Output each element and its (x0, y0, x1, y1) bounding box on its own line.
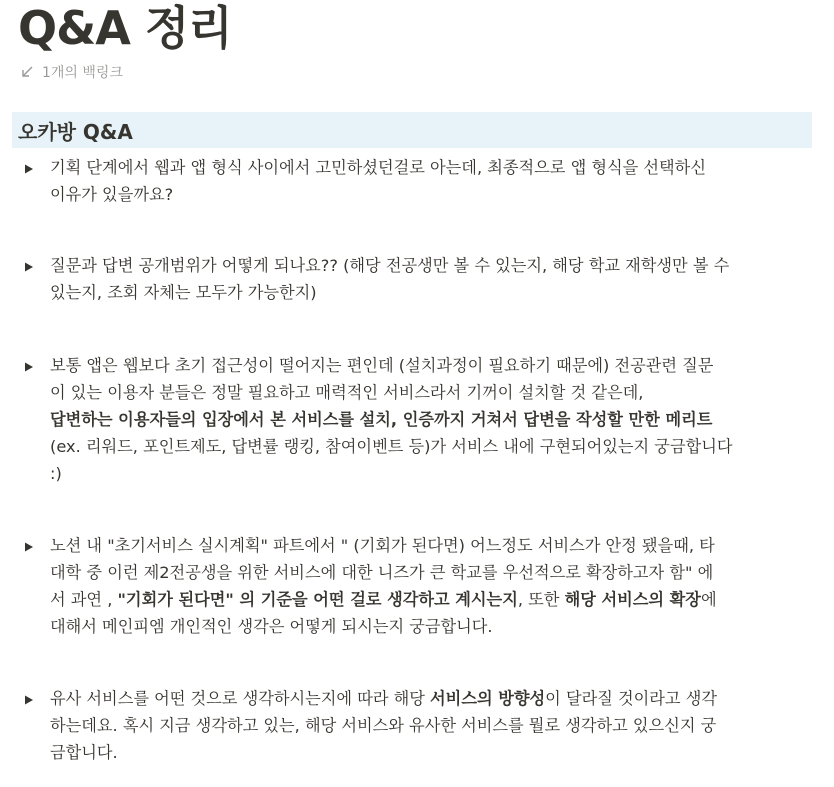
text-segment: 유사 서비스를 어떤 것으로 생각하시는지에 따라 해당 (50, 689, 431, 708)
toggle-triangle-icon[interactable] (20, 685, 50, 766)
text-segment: 이 달라질 것이라고 생각 (545, 689, 717, 708)
toggle-triangle-icon[interactable] (20, 352, 50, 487)
question-line (50, 532, 717, 559)
toggle-triangle-icon[interactable] (20, 532, 50, 640)
question-line (50, 712, 717, 739)
bold-text: 해당 서비스의 확장 (564, 590, 701, 609)
section-heading-text: 오카방 Q&A (18, 119, 133, 144)
text-segment: 에 (700, 590, 717, 609)
question-text (50, 352, 733, 487)
page-title: Q&A 정리 (18, 1, 232, 55)
question-line (50, 586, 717, 613)
text-segment: 있는지, 조회 자체는 모두가 가능한지) (50, 283, 317, 302)
arrow-down-left-icon (20, 65, 34, 79)
question-line (50, 279, 729, 306)
text-segment: 이 있는 이용자 분들은 정말 필요하고 매력적인 서비스라서 기꺼이 설치할 것 같은데, (50, 383, 644, 402)
text-segment: 서 과연 , (50, 590, 118, 609)
question-text (50, 252, 729, 306)
toggle-question-2[interactable] (20, 252, 820, 306)
toggle-triangle-icon[interactable] (20, 154, 50, 208)
question-line (50, 613, 717, 640)
section-heading (12, 112, 812, 148)
question-line (50, 181, 706, 208)
question-line (50, 154, 706, 181)
toggle-question-5[interactable] (20, 685, 820, 766)
question-line (50, 252, 729, 279)
question-line (50, 433, 733, 460)
bold-text: 답변하는 이용자들의 입장에서 본 서비스를 설치, 인증까지 거쳐서 답변을 작성할 만한 메리트 (50, 410, 713, 429)
toggle-question-4[interactable] (20, 532, 820, 640)
question-text (50, 154, 706, 208)
text-segment: 노션 내 "초기서비스 실시계획" 파트에서 " (기회가 된다면) 어느정도 서비스가 안정 됐을때, 타 (50, 536, 715, 555)
text-segment: 이유가 있을까요? (50, 185, 174, 204)
question-line (50, 406, 733, 433)
text-segment: 하는데요. 혹시 지금 생각하고 있는, 해당 서비스와 유사한 서비스를 뭘로 생각하고 있으신지 궁 (50, 716, 717, 735)
bold-text: 서비스의 방향성 (430, 689, 546, 708)
toggle-question-3[interactable] (20, 352, 820, 487)
backlinks-link[interactable] (20, 60, 123, 84)
question-text (50, 685, 717, 766)
text-segment: 보통 앱은 웹보다 초기 접근성이 떨어지는 편인데 (설치과정이 필요하기 때문에) 전공관련 질문 (50, 356, 714, 375)
question-text (50, 532, 717, 640)
bold-text: "기회가 된다면" 의 기준을 어떤 걸로 생각하고 계시는지 (117, 590, 518, 609)
backlinks-label: 1개의 백링크 (42, 65, 123, 81)
question-line (50, 739, 717, 766)
text-segment: (ex. 리워드, 포인트제도, 답변률 랭킹, 참여이벤트 등)가 서비스 내에 구현되어있는지 궁금합니다 (50, 437, 733, 456)
question-line (50, 460, 733, 487)
question-line (50, 559, 717, 586)
question-line (50, 352, 733, 379)
text-segment: , 또한 (517, 590, 565, 609)
text-segment: 금합니다. (50, 743, 118, 762)
text-segment: 대해서 메인피엠 개인적인 생각은 어떻게 되시는지 궁금합니다. (50, 617, 493, 636)
text-segment: 질문과 답변 공개범위가 어떻게 되나요?? (해당 전공생만 볼 수 있는지, 해당 학교 재학생만 볼 수 (50, 256, 730, 275)
text-segment: :) (50, 464, 62, 483)
text-segment: 기획 단계에서 웹과 앱 형식 사이에서 고민하셨던걸로 아는데, 최종적으로 앱 형식을 선택하신 (50, 158, 706, 177)
text-segment: 대학 중 이런 제2전공생을 위한 서비스에 대한 니즈가 큰 학교를 우선적으로 확장하고자 함" 에 (50, 563, 714, 582)
question-line (50, 685, 717, 712)
toggle-triangle-icon[interactable] (20, 252, 50, 306)
toggle-question-1[interactable] (20, 154, 820, 208)
question-line (50, 379, 733, 406)
